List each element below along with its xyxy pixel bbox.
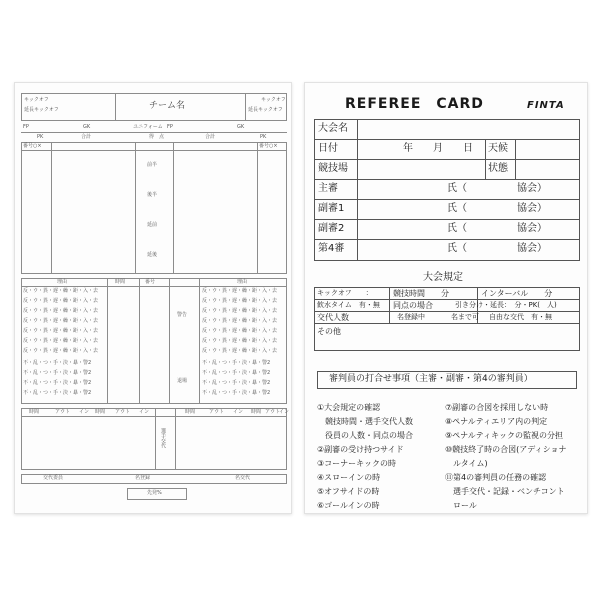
field-label-ar2: 副審2 xyxy=(318,223,345,234)
player-sub-label: 選手交代 xyxy=(160,428,166,448)
sendoff-reason: 不・乱・つ・手・決・暴・警2 xyxy=(23,390,92,396)
meeting-item: ⑦副審の合図を採用しない時 xyxy=(445,403,549,412)
sendoff-reason: 不・乱・つ・手・決・暴・警2 xyxy=(23,360,92,366)
meeting-item: ⑩競技終了時の合図(アディショナ xyxy=(445,445,567,454)
period-first-half: 前半 xyxy=(147,162,158,168)
sub-time-header: 時間 xyxy=(95,409,106,415)
rule-kickoff: キックオフ ： xyxy=(317,289,373,297)
caution-reason: 反・ウ・異・遅・繰・距・入・去 xyxy=(23,328,99,334)
number-circle-label-right: 番号○× xyxy=(259,143,278,149)
meeting-item: ロール xyxy=(445,501,477,510)
gk-label: GK xyxy=(83,124,91,130)
meeting-item: ③コーナーキックの時 xyxy=(317,459,397,468)
meeting-item: ⑥ゴールインの時 xyxy=(317,501,380,510)
rules-title: 大会規定 xyxy=(423,272,463,283)
meeting-item: ④スローインの時 xyxy=(317,473,381,482)
pk-label: PK xyxy=(37,134,44,140)
sub-officials-label: 交代委員 xyxy=(43,475,64,481)
extension-kickoff-label-right: 延長キックオフ xyxy=(248,107,283,113)
score-label: 得 点 xyxy=(149,134,165,140)
caution-reason: 反・ウ・異・遅・繰・距・入・去 xyxy=(23,348,99,354)
condition-label: 状態 xyxy=(488,163,508,174)
meeting-item: ⑪第4の審判員の任務の確認 xyxy=(445,473,547,482)
field-label-ar1: 副審1 xyxy=(318,203,345,214)
time-header: 時間 xyxy=(115,279,126,285)
meeting-item: ⑤オフサイドの時 xyxy=(317,487,380,496)
caution-reason: 反・ウ・異・遅・繰・距・入・去 xyxy=(202,288,278,294)
meeting-item: 役員の人数・同点の場合 xyxy=(317,431,413,440)
number-header: 番号 xyxy=(145,279,156,285)
number-circle-label: 番号○× xyxy=(23,143,42,149)
reason-header-right: 理由 xyxy=(237,279,248,285)
substitution-table xyxy=(21,408,290,470)
sub-time-header: 時間 xyxy=(185,409,196,415)
caution-reason: 反・ウ・異・遅・繰・距・入・去 xyxy=(202,318,278,324)
date-value: 年 月 日 xyxy=(403,143,473,154)
ar1-value: 氏（ 協会） xyxy=(447,203,547,214)
sub-time-header: 時間 xyxy=(29,409,40,415)
starter-label: 先発% xyxy=(147,490,162,496)
match-record-card xyxy=(14,82,292,514)
meeting-item: 競技時間・選手交代人数 xyxy=(317,417,413,426)
uniform-label: ユニフォーム xyxy=(133,124,163,130)
period-extra-first: 延前 xyxy=(147,222,158,228)
sub-in-header: イン xyxy=(279,409,290,415)
weather-label: 天候 xyxy=(488,143,508,154)
reason-header: 理由 xyxy=(57,279,68,285)
field-label-date: 日付 xyxy=(318,143,338,154)
rule-extension: 引き分け・延長： 分・PK( 人) xyxy=(455,301,557,309)
sub-in-header: イン xyxy=(79,409,90,415)
sendoff-reason: 不・乱・つ・手・決・暴・警2 xyxy=(202,380,271,386)
caution-reason: 反・ウ・異・遅・繰・距・入・去 xyxy=(202,298,278,304)
fp-label: FP xyxy=(23,124,29,130)
caution-reason: 反・ウ・異・遅・繰・距・入・去 xyxy=(202,348,278,354)
sub-out-header: アウト xyxy=(265,409,281,415)
total-label-right: 合計 xyxy=(205,134,216,140)
sub-out-header: アウト xyxy=(209,409,225,415)
sub-time-header: 時間 xyxy=(251,409,262,415)
sendoff-reason: 不・乱・つ・手・決・暴・警2 xyxy=(23,380,92,386)
team-name-label: チーム名 xyxy=(149,101,186,111)
rule-allowed: 名まで可 xyxy=(451,313,479,321)
sendoff-reason: 不・乱・つ・手・決・暴・警2 xyxy=(202,390,271,396)
field-label-venue: 競技場 xyxy=(318,163,348,174)
card-title: REFEREE CARD xyxy=(345,96,484,112)
rule-free-sub: 自由な交代 有・無 xyxy=(489,313,552,321)
total-label: 合計 xyxy=(81,134,92,140)
field-label-tournament: 大会名 xyxy=(318,123,348,134)
sendoff-reason: 不・乱・つ・手・決・暴・警2 xyxy=(23,370,92,376)
caution-reason: 反・ウ・異・遅・繰・距・入・去 xyxy=(23,318,99,324)
caution-reason: 反・ウ・異・遅・繰・距・入・去 xyxy=(23,308,99,314)
brand-logo: FINTA xyxy=(527,100,565,111)
field-label-4th: 第4審 xyxy=(318,243,345,254)
ar2-value: 氏（ 協会） xyxy=(447,223,547,234)
pk-label-right: PK xyxy=(260,134,267,140)
referee-card xyxy=(304,82,588,514)
meeting-item: ルタイム) xyxy=(445,459,488,468)
caution-reason: 反・ウ・異・遅・繰・距・入・去 xyxy=(202,308,278,314)
fp-label-right: FP xyxy=(167,124,173,130)
sendoff-reason: 不・乱・つ・手・決・暴・警2 xyxy=(202,370,271,376)
rule-water-break: 飲水タイム 有・無 xyxy=(317,301,380,309)
sendoff-reason: 不・乱・つ・手・決・暴・警2 xyxy=(202,360,271,366)
sub-in-header: イン xyxy=(233,409,244,415)
signature-label: 名登録 xyxy=(135,475,151,481)
kickoff-label-right: キックオフ xyxy=(261,97,286,103)
caution-label: 警告 xyxy=(177,312,188,318)
sendoff-label: 退場 xyxy=(177,378,188,384)
rule-interval: インターバル 分 xyxy=(481,289,553,298)
gk-label-right: GK xyxy=(237,124,245,130)
rule-registered: 名登録中 xyxy=(397,313,425,321)
sub-in-header: イン xyxy=(139,409,150,415)
kickoff-label: キックオフ xyxy=(24,97,49,103)
caution-reason: 反・ウ・異・遅・繰・距・入・去 xyxy=(23,288,99,294)
name-label: 名交代 xyxy=(235,475,251,481)
meeting-item: ⑨ペナルティキックの監視の分担 xyxy=(445,431,563,440)
fourth-value: 氏（ 協会） xyxy=(447,243,547,254)
rule-other: その他 xyxy=(317,327,341,336)
meeting-item: ①大会規定の確認 xyxy=(317,403,381,412)
rule-sub-count: 交代人数 xyxy=(317,313,349,322)
sub-out-header: アウト xyxy=(115,409,131,415)
caution-reason: 反・ウ・異・遅・繰・距・入・去 xyxy=(202,328,278,334)
meeting-title: 審判員の打合せ事項（主審・副審・第4の審判員） xyxy=(329,374,533,384)
extension-kickoff-label: 延長キックオフ xyxy=(24,107,59,113)
referee-value: 氏（ 協会） xyxy=(447,183,547,194)
period-extra-second: 延後 xyxy=(147,252,158,258)
caution-reason: 反・ウ・異・遅・繰・距・入・去 xyxy=(23,338,99,344)
caution-reason: 反・ウ・異・遅・繰・距・入・去 xyxy=(23,298,99,304)
meeting-item: ②副審の受け持つサイド xyxy=(317,445,404,454)
period-second-half: 後半 xyxy=(147,192,158,198)
meeting-item: ⑧ペナルティエリア内の判定 xyxy=(445,417,548,426)
caution-reason: 反・ウ・異・遅・繰・距・入・去 xyxy=(202,338,278,344)
rule-match-time: 競技時間 分 xyxy=(393,289,449,298)
meeting-item: 選手交代・記録・ベンチコント xyxy=(445,487,565,496)
rule-tie: 同点の場合 xyxy=(393,301,433,310)
sub-out-header: アウト xyxy=(55,409,71,415)
field-label-referee: 主審 xyxy=(318,183,338,194)
